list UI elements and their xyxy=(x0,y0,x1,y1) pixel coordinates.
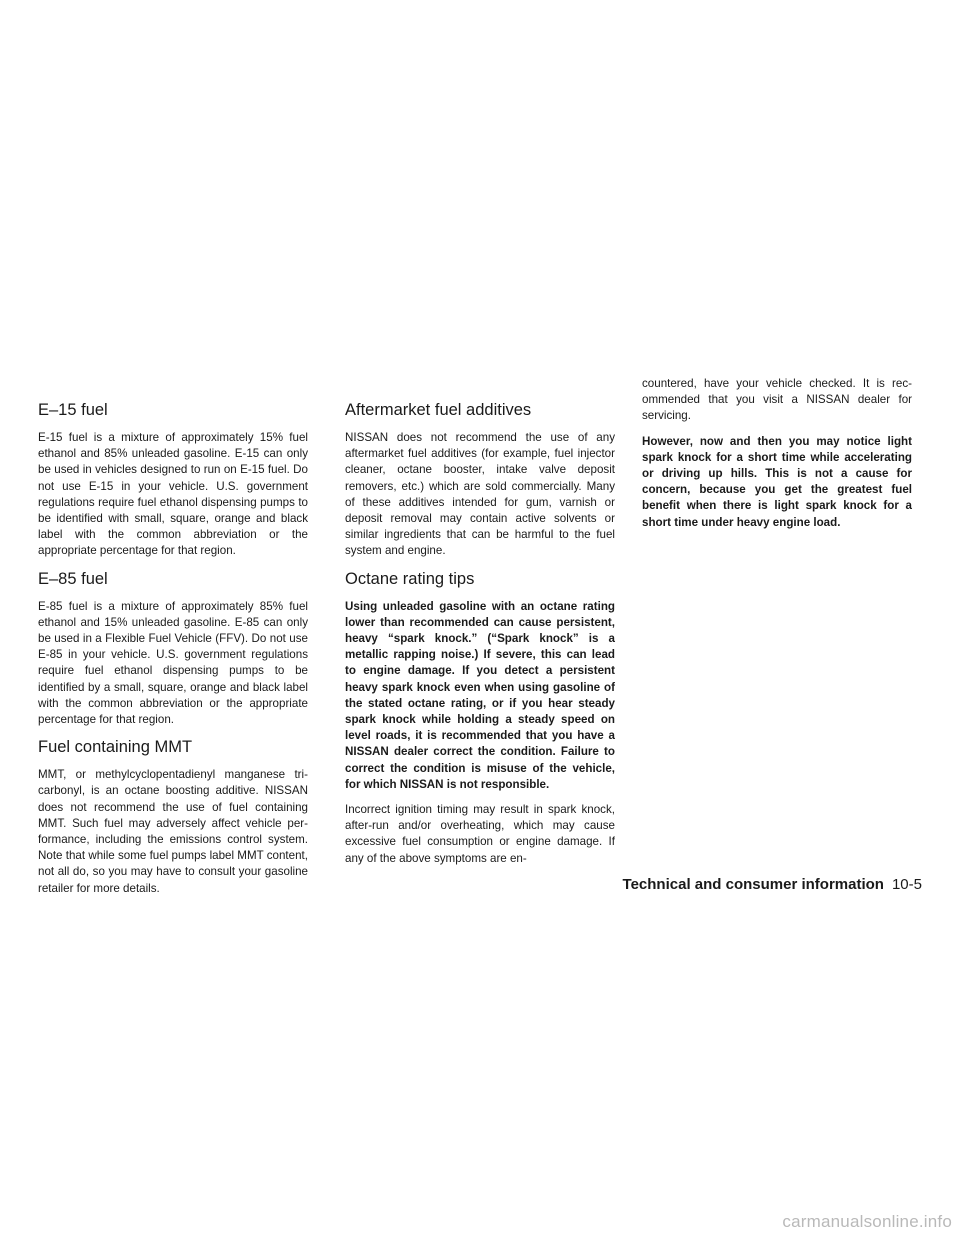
ignition-paragraph: Incorrect ignition timing may result in spark knock, after-run and/or overheating, which may cause excessive fuel consumption or engine damage. If any of the above symptoms are en- xyxy=(345,803,615,865)
page-footer xyxy=(623,876,922,893)
additives-paragraph: NISSAN does not recommend the use of any aftermarket fuel additives (for example, fuel injector cleaner, octane booster, intake valve deposit removers, etc.) which are sold commercially. Many of these additives intended for gum, varnish or deposit removal may contain active solvents or similar ingredients that can be harmful to the fuel system and engine. xyxy=(345,431,615,558)
mmt-paragraph: MMT, or methylcyclopentadienyl manganese tricarbonyl, is an octane boosting additive. NISSAN does not recommend the use of fuel containing MMT. Such fuel may adversely affect vehicle performance, including the emissions control system. Note that while some fuel pumps label MMT content, not all do, so you may have to consult your gasoline retailer for more details. xyxy=(38,768,308,895)
continued-paragraph: countered, have your vehicle checked. It is recommended that you visit a NISSAN dealer for servicing. xyxy=(642,377,912,423)
column-left xyxy=(38,400,308,906)
watermark: carmanualsonline.info xyxy=(782,1212,952,1231)
e15-paragraph: E-15 fuel is a mixture of approximately 15% fuel ethanol and 85% unleaded gasoline. E-15 can only be used in vehicles designed to run on E-15 fuel. Do not use E-15 in your vehicle. U.S. government regulations require fuel ethanol dispensing pumps to be identified with small, square, orange and black label with the common abbreviation or the appropriate percentage for that region. xyxy=(38,431,308,558)
e85-heading: E–85 fuel xyxy=(38,569,108,588)
page-number: 10-5 xyxy=(891,876,922,893)
additives-heading: Aftermarket fuel additives xyxy=(345,401,532,419)
column-right xyxy=(642,376,912,540)
octane-heading: Octane rating tips xyxy=(345,569,475,588)
column-middle xyxy=(345,400,615,876)
mmt-heading: Fuel containing MMT xyxy=(38,738,193,757)
e15-heading: E–15 fuel xyxy=(38,401,108,419)
e85-paragraph: E-85 fuel is a mixture of approximately 85% fuel ethanol and 15% unleaded gasoline. E-85 can only be used in a Flexible Fuel Vehicle (FFV). Do not use E-85 in your vehicle. U.S. government regulations require fuel ethanol dispensing pumps to be identified by a small, square, orange and black label with the common abbreviation or the appropriate percentage for that region. xyxy=(38,599,308,727)
octane-warning-paragraph: Using unleaded gasoline with an octane rating lower than recommended can cause persistent, heavy “spark knock.” (“Spark knock” is a metallic rapping noise.) If severe, this can lead to engine damage. If you detect a persistent heavy spark knock even when using gasoline of the stated octane rating, or if you hear steady spark knock while holding a steady speed on level roads, it is recommended that you have a NISSAN dealer correct the condition. Failure to correct the condition is misuse of the vehicle, for which NISSAN is not responsible. xyxy=(345,599,615,791)
footer-section-title: Technical and consumer information xyxy=(622,876,884,893)
light-knock-paragraph: However, now and then you may notice light spark knock for a short time while accelerating or driving up hills. This is not a cause for concern, because you get the greatest fuel benefit when there is light spark knock for a short time under heavy engine load. xyxy=(642,434,912,529)
